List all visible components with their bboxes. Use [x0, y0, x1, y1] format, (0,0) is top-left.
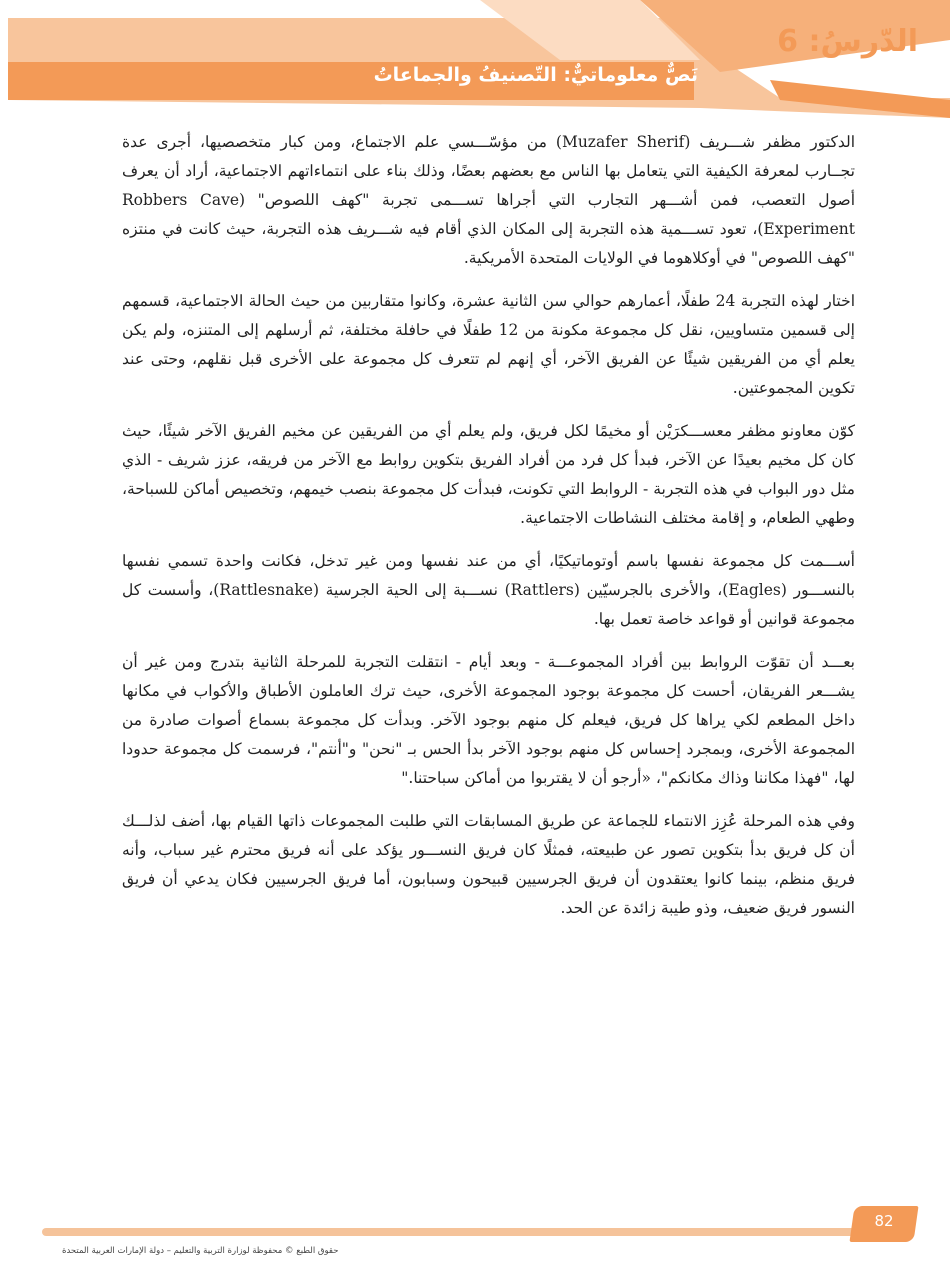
lesson-title: الدّرسُ: 6: [777, 24, 918, 59]
paragraph-6: وفي هذه المرحلة عُزِز الانتماء للجماعة عن طريق المسابقات التي طلبت المجموعات ذاتها القيام بها، أضف لذلـــك أن كل فريق بدأ بتكوين تصور عن طبيعته، فمثلًا كان فريق النســـور يؤكد على أنه فريق محترم غير سباب، وأنه فريق منظم، بينما كانوا يعتقدون أن فريق الجرسيين قبيحون وسبابون، أما فريق الجرسيين فكان يدعي أن فريق النسور فريق ضعيف، وذو طيبة زائدة عن الحد.: [122, 812, 855, 917]
paragraph-5: بعـــد أن تقوّت الروابط بين أفراد المجموعـــة - وبعد أيام - انتقلت التجربة للمرحلة الثانية بتدرج ومن غير أن يشـــعر الفريقان، أحست كل مجموعة بوجود المجموعة الأخرى، حيث ترك العاملون الأطباق والأكواب في مكانها داخل المطعم لكي يراها كل فريق، فيعلم كل منهم بوجود الآخر. وبدأت كل مجموعة بسماع أصوات صادرة من المجموعة الأخرى، وبمجرد إحساس كل منهم بوجود الآخر بدأ الحس بـ "نحن" و"أنتم"، فرسمت كل مجموعة حدودا لها، "فهذا مكاننا وذاك مكانكم"، «أرجو أن لا يقتربوا من أماكن سباحتنا.": [122, 653, 855, 787]
paragraph-2: اختار لهذه التجربة 24 طفلًا، أعمارهم حوالي سن الثانية عشرة، وكانوا متقاربين من حيث الحالة الاجتماعية، قسمهم إلى قسمين متساويين، نقل كل مجموعة مكونة من 12 طفلًا في حافلة مختلفة، ثم أرسلهم إلى المتنزه، ولم يكن يعلم أي من الفريقين شيئًا عن الفريق الآخر، أي إنهم لم تتعرف كل مجموعة على الأخرى قبل نقلهم، وحتى عند تكوين المجموعتين.: [122, 292, 855, 397]
copyright-notice: حقوق الطبع © محفوظة لوزارة التربية والتعليم – دولة الإمارات العربية المتحدة: [62, 1246, 339, 1256]
paragraph-1: الدكتور مظفر شـــريف (Muzafer Sherif) من مؤسّـــسي علم الاجتماع، ومن كبار متخصصيها، أجرى عدة تجــارب لمعرفة الكيفية التي يتعامل بها الناس مع بعضهم بعضًا، وذلك بناء على انتماءاتهم الاجتماعية، أراد أن يعرف أصول التعصب، فمن أشـــهر التجارب التي أجراها تســـمى تجربة "كهف اللصوص" (Robbers Cave Experiment)، تعود تســـمية هذه التجربة إلى المكان الذي أقام فيه شـــريف هذه التجربة، حيث كانت في منتزه "كهف اللصوص" في أوكلاهوما في الولايات المتحدة الأمريكية.: [122, 133, 855, 267]
footer-bar: [42, 1228, 872, 1236]
article-body: [122, 128, 855, 937]
lesson-subtitle: نَصٌّ معلوماتيٌّ: التّصنيفُ والجماعاتُ: [373, 64, 698, 86]
paragraph-4: أســـمت كل مجموعة نفسها باسم أوتوماتيكيًا، أي من عند نفسها ومن غير تدخل، فكانت واحدة تسمي نفسها بالنســـور (Eagles)، والأخرى بالجرسيّين (Rattlers) نســـبة إلى الحية الجرسية (Rattlesnake)، وأسست كل مجموعة قوانين أو قواعد خاصة تعمل بها.: [122, 552, 855, 628]
page-number: 82: [874, 1212, 894, 1230]
paragraph-3: كوّن معاونو مظفر معســـكرَيْن أو مخيمًا لكل فريق، ولم يعلم أي من الفريقين عن مخيم الفريق الآخر شيئًا، حيث كان كل مخيم بعيدًا عن الآخر، فبدأ كل فرد من أفراد الفريق بتكوين روابط مع الآخر من فريقه، عزز شريف - الذي مثل دور البواب في هذه التجربة - الروابط التي تكونت، فبدأت كل مجموعة بنصب خيمهم، وتخصيص أماكن للسباحة، وطهي الطعام، و إقامة مختلف النشاطات الاجتماعية.: [122, 422, 855, 527]
